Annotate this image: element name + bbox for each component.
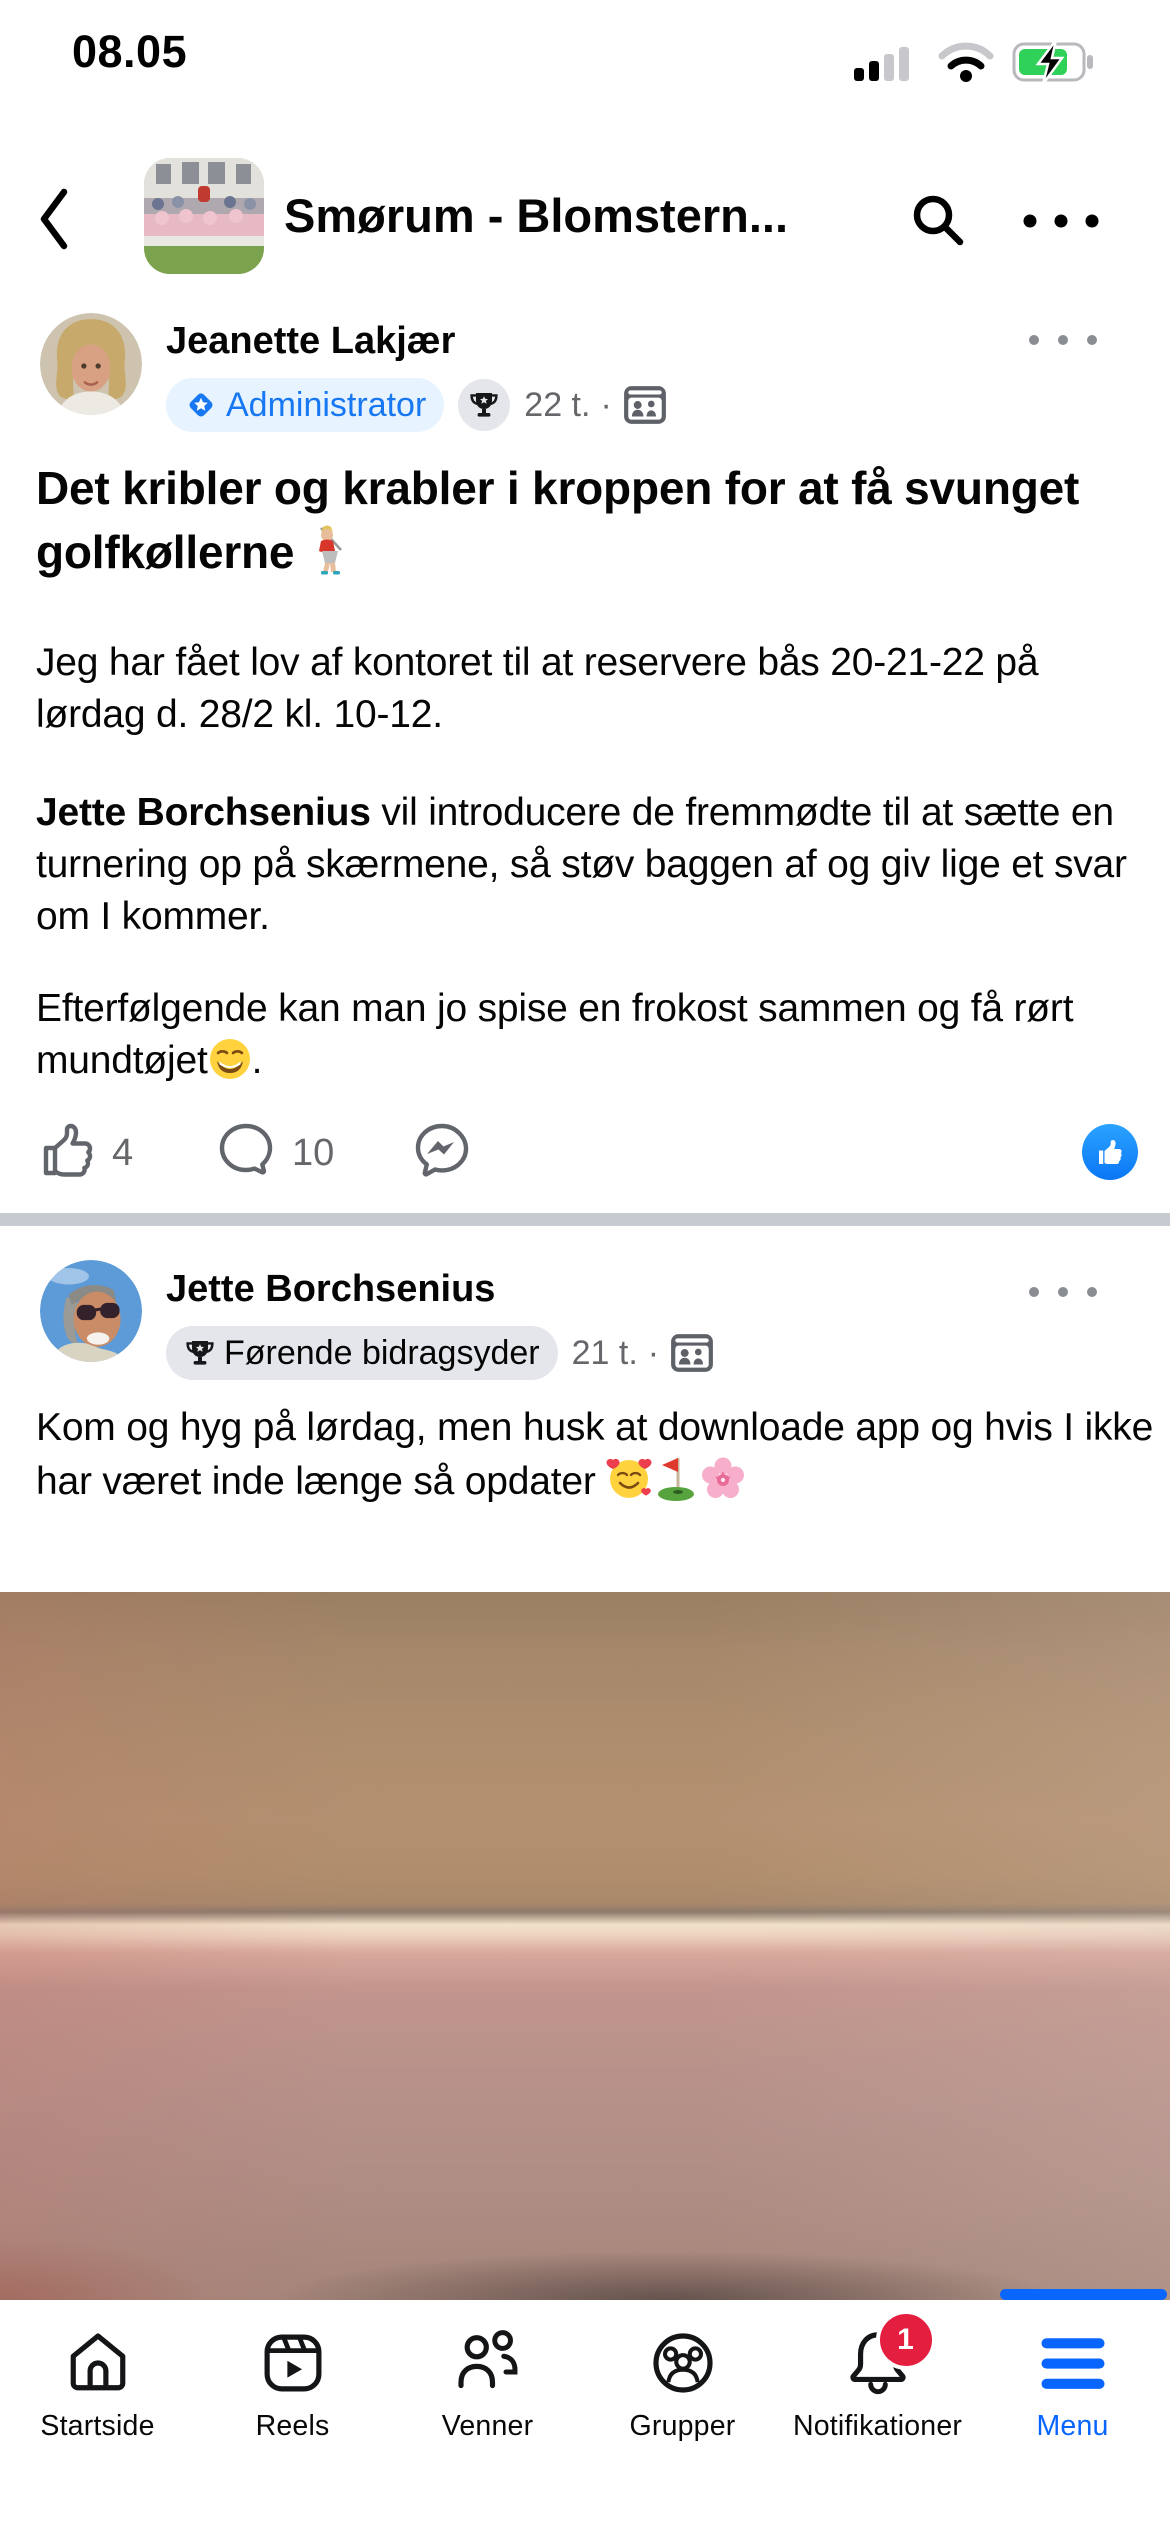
- trophy-icon: [184, 1337, 216, 1369]
- back-chevron-icon[interactable]: [36, 186, 72, 252]
- post2-contributor-badge: [166, 1326, 558, 1380]
- post1-author-avatar[interactable]: [40, 313, 142, 415]
- shared-with-group-icon: [669, 1332, 715, 1374]
- post1-title-text: Det kribler og krabler i kroppen for at få svunget golfkøllerne: [36, 462, 1080, 578]
- admin-shield-icon: [184, 388, 218, 422]
- post2-body-text: Kom og hyg på lørdag, men husk at downloade app og hvis I ikke har været inde længe så opdater: [36, 1406, 1154, 1503]
- more-options-icon[interactable]: [1022, 214, 1100, 228]
- post1-paragraph-3-suffix: .: [251, 1039, 263, 1082]
- tab-venner[interactable]: [390, 2300, 585, 2532]
- search-icon[interactable]: [908, 190, 968, 250]
- post1-paragraph-3: [36, 983, 1148, 1087]
- friends-icon: [452, 2327, 524, 2399]
- trophy-icon: [468, 389, 500, 421]
- group-title[interactable]: Smørum - Blomstern...: [284, 189, 789, 242]
- post2-photo-attachment[interactable]: [0, 1592, 1170, 2300]
- grinning-face-emoji: [208, 1037, 252, 1081]
- tab-menu[interactable]: [975, 2300, 1170, 2532]
- post1-paragraph-1: [36, 637, 1148, 741]
- tab-grupper-label: Grupper: [629, 2410, 736, 2442]
- post2-body: [36, 1402, 1154, 1508]
- cellular-signal-icon: [852, 42, 916, 82]
- groups-icon: [647, 2327, 719, 2399]
- post1-meta-dot: ·: [600, 385, 612, 424]
- comment-icon[interactable]: [214, 1118, 278, 1182]
- post1-author-name[interactable]: Jeanette Lakjær: [166, 320, 456, 362]
- bottom-tab-bar: [0, 2300, 1170, 2532]
- flag-in-hole-emoji: [652, 1454, 700, 1502]
- notification-count: 1: [897, 2323, 914, 2356]
- post1-title: [36, 456, 1141, 584]
- active-tab-indicator: [1000, 2289, 1167, 2300]
- woman-golfing-emoji: [307, 524, 353, 576]
- post2-contributor-badge-label: Førende bidragsyder: [224, 1333, 540, 1372]
- post2-meta-dot: ·: [647, 1333, 660, 1372]
- post1-paragraph-1-text: Jeg har fået lov af kontoret til at reservere bås 20-21-22 på lørdag d. 28/2 kl. 10-12.: [36, 641, 1039, 736]
- post2-author-name[interactable]: Jette Borchsenius: [166, 1268, 496, 1310]
- notification-count-badge: [876, 2310, 936, 2370]
- group-avatar[interactable]: [144, 158, 264, 274]
- post1-paragraph-2: [36, 787, 1148, 943]
- tab-notifikationer-label: Notifikationer: [792, 2410, 963, 2442]
- smiling-face-with-hearts-emoji: [606, 1456, 652, 1502]
- tab-startside-label: Startside: [40, 2410, 155, 2442]
- post2-timestamp: [572, 1332, 716, 1374]
- tab-notifikationer[interactable]: [780, 2300, 975, 2532]
- post1-menu-icon[interactable]: [1028, 334, 1098, 346]
- messenger-share-icon[interactable]: [410, 1118, 474, 1182]
- wifi-icon: [938, 42, 994, 82]
- like-outline-icon[interactable]: [38, 1120, 98, 1180]
- comment-count[interactable]: 10: [292, 1132, 335, 1174]
- post1-top-contributor-badge: [458, 379, 510, 431]
- post1-meta-row: [166, 378, 668, 432]
- menu-hamburger-icon: [1037, 2327, 1109, 2399]
- post2-menu-icon[interactable]: [1028, 1286, 1098, 1298]
- shared-with-group-icon: [622, 384, 668, 426]
- post1-time-text: 22 t.: [524, 385, 591, 424]
- tab-reels-label: Reels: [255, 2410, 330, 2442]
- mentioned-user-link[interactable]: Jette Borchsenius: [36, 791, 371, 834]
- cherry-blossom-emoji: [700, 1456, 746, 1502]
- like-filled-icon: [1095, 1137, 1125, 1167]
- tab-venner-label: Venner: [441, 2410, 534, 2442]
- post2-time-text: 21 t.: [571, 1333, 638, 1372]
- my-like-reaction-badge[interactable]: [1082, 1124, 1138, 1180]
- tab-menu-label: Menu: [1036, 2410, 1109, 2442]
- reels-icon: [257, 2327, 329, 2399]
- tab-startside[interactable]: [0, 2300, 195, 2532]
- post1-timestamp: [524, 384, 668, 426]
- tab-grupper[interactable]: [585, 2300, 780, 2532]
- post2-author-avatar[interactable]: [40, 1260, 142, 1362]
- post1-admin-badge: [166, 378, 444, 432]
- post2-meta-row: [166, 1326, 715, 1380]
- like-count[interactable]: 4: [112, 1132, 134, 1174]
- battery-charging-icon: [1012, 40, 1108, 84]
- tab-reels[interactable]: [195, 2300, 390, 2532]
- post-separator: [0, 1213, 1170, 1226]
- post1-paragraph-3-text: Efterfølgende kan man jo spise en frokost sammen og få rørt mundtøjet: [36, 987, 1074, 1082]
- post1-paragraph-2-text: vil introducere de fremmødte til at sætte en turnering op på skærmene, så støv baggen af og giv lige et svar om I kommer.: [36, 791, 1127, 938]
- post1-admin-badge-label: Administrator: [226, 385, 427, 424]
- status-time: 08.05: [72, 26, 188, 77]
- home-icon: [62, 2327, 134, 2399]
